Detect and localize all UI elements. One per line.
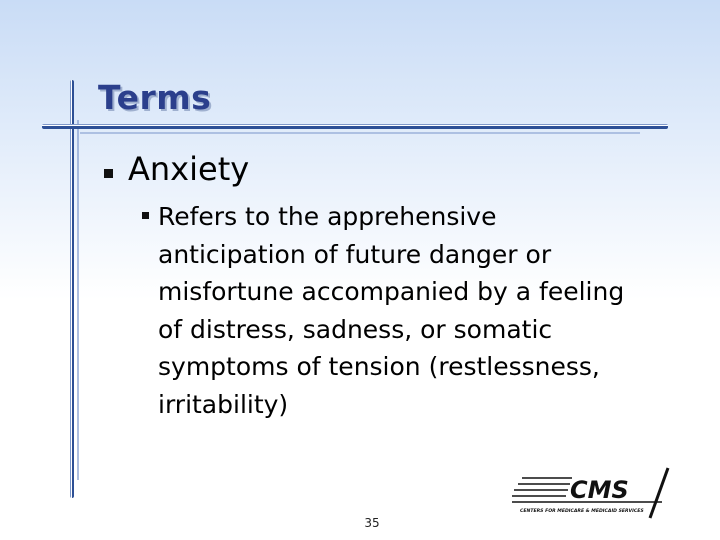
bullet-line: irritability) [158,389,289,419]
bullet-line: symptoms of tension (restlessness, [158,352,600,381]
sub-bullet-square-icon [142,212,149,219]
bullet-line: anticipation of future danger or [158,239,552,269]
bullet-line: Refers to the apprehensive [158,202,497,231]
bullet-level2-text [158,198,688,423]
bullet-square-icon [104,169,113,178]
slide-title: Terms [98,78,212,117]
cms-logo-letters: CMS [570,476,629,504]
bullet-line: misfortune accompanied by a feeling [158,277,625,306]
cms-logo [512,462,672,524]
frame-horizontal-accent [80,132,640,134]
frame-vertical-line [70,80,74,498]
bullet-level1-text: Anxiety [128,150,250,188]
frame-vertical-accent [77,120,79,480]
frame-horizontal-line [42,124,668,129]
cms-logo-tagline: CENTERS FOR MEDICARE & MEDICAID SERVICES [520,509,644,514]
bullet-line: of distress, sadness, or somatic [158,314,553,344]
page-number: 35 [364,516,380,530]
